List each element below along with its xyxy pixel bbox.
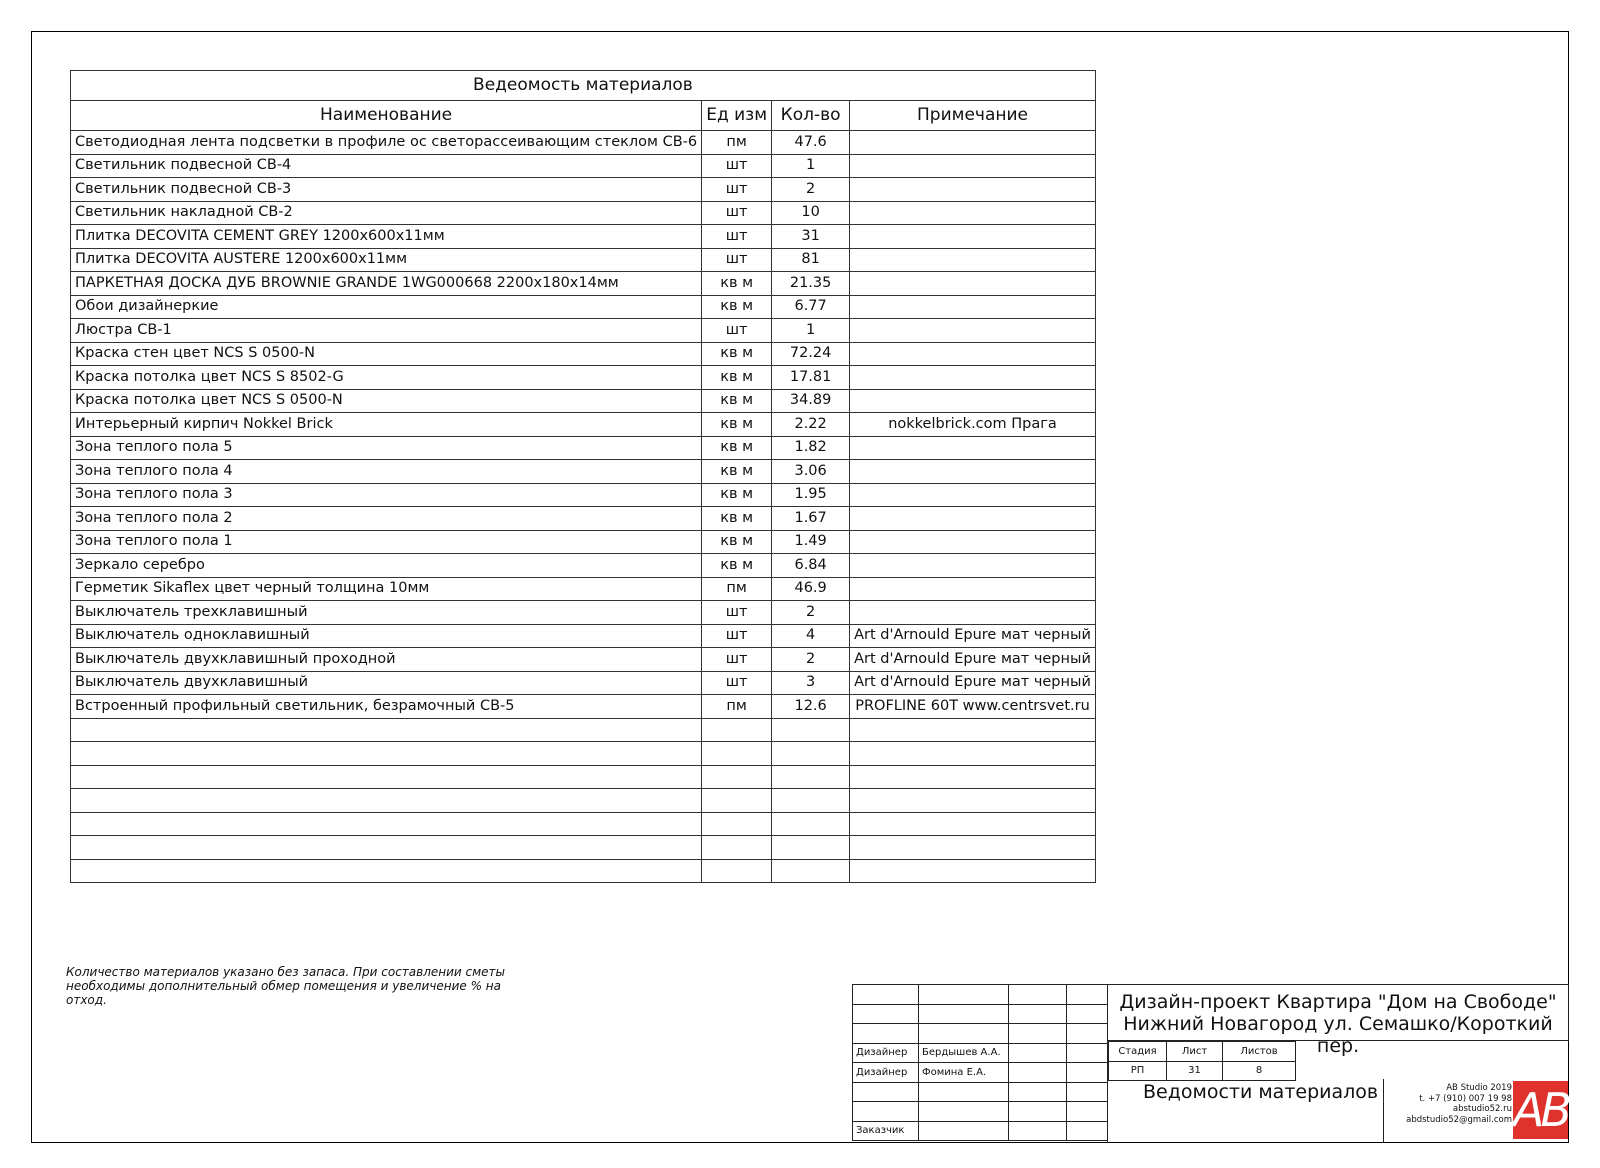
remark [850, 812, 1096, 836]
remark [850, 248, 1096, 272]
quantity: 21.35 [772, 272, 850, 296]
signature-role [853, 1102, 919, 1122]
remark [850, 742, 1096, 766]
table-row [71, 319, 1096, 343]
table-row [71, 413, 1096, 437]
materials-table [70, 70, 1096, 883]
studio-line: abstudio52.ru [1452, 1104, 1512, 1114]
quantity: 1 [772, 319, 850, 343]
sheet-meta [1108, 1041, 1296, 1081]
unit [702, 859, 772, 883]
table-row [71, 483, 1096, 507]
item-name: Светильник подвесной СВ-4 [71, 154, 702, 178]
remark [850, 154, 1096, 178]
table-row [71, 577, 1096, 601]
quantity: 1.95 [772, 483, 850, 507]
quantity [772, 812, 850, 836]
remark [850, 131, 1096, 155]
signature-row [853, 1102, 1108, 1122]
quantity: 1 [772, 154, 850, 178]
remark [850, 836, 1096, 860]
signature-blank [1009, 1082, 1067, 1102]
item-name [71, 812, 702, 836]
table-row [71, 765, 1096, 789]
unit: шт [702, 601, 772, 625]
studio-line: abdstudio52@gmail.com [1406, 1114, 1512, 1125]
table-row [71, 295, 1096, 319]
quantity [772, 718, 850, 742]
item-name: Зона теплого пола 4 [71, 460, 702, 484]
unit: шт [702, 319, 772, 343]
studio-line: AB Studio 2019 [1446, 1083, 1512, 1093]
signature-row [853, 1043, 1108, 1063]
item-name: Люстра СВ-1 [71, 319, 702, 343]
signature-blank [1067, 985, 1108, 1005]
unit: пм [702, 577, 772, 601]
signature-name [919, 1121, 1009, 1141]
quantity: 2 [772, 601, 850, 625]
quantity: 17.81 [772, 366, 850, 390]
unit [702, 789, 772, 813]
item-name: Зона теплого пола 2 [71, 507, 702, 531]
item-name [71, 859, 702, 883]
table-row [71, 201, 1096, 225]
title-block [852, 984, 1569, 1143]
remark [850, 507, 1096, 531]
item-name: Встроенный профильный светильник, безрамочный СВ-5 [71, 695, 702, 719]
signature-blank [1067, 1102, 1108, 1122]
unit: шт [702, 671, 772, 695]
unit: кв м [702, 272, 772, 296]
signature-name [919, 1082, 1009, 1102]
signature-role [853, 1024, 919, 1044]
quantity [772, 836, 850, 860]
remark [850, 859, 1096, 883]
unit: кв м [702, 366, 772, 390]
unit: кв м [702, 460, 772, 484]
sheet-name: Ведомости материалов [1143, 1081, 1379, 1103]
item-name: Светодиодная лента подсветки в профиле ос светорассеивающим стеклом СВ-6 [71, 131, 702, 155]
remark [850, 577, 1096, 601]
signature-row [853, 985, 1108, 1005]
remark [850, 554, 1096, 578]
signature-name [919, 1024, 1009, 1044]
table-row [71, 366, 1096, 390]
signature-table [852, 984, 1108, 1141]
remark [850, 295, 1096, 319]
signature-blank [1067, 1004, 1108, 1024]
unit: шт [702, 225, 772, 249]
unit: кв м [702, 554, 772, 578]
remark: Art d'Arnould Epure мат черный [850, 624, 1096, 648]
item-name: Зона теплого пола 3 [71, 483, 702, 507]
item-name [71, 789, 702, 813]
item-name [71, 742, 702, 766]
remark [850, 225, 1096, 249]
remark [850, 436, 1096, 460]
signature-role [853, 1082, 919, 1102]
remark: PROFLINE 60T www.centrsvet.ru [850, 695, 1096, 719]
quantity: 47.6 [772, 131, 850, 155]
quantity [772, 742, 850, 766]
quantity [772, 789, 850, 813]
meta-label: Листов [1223, 1042, 1296, 1062]
quantity: 46.9 [772, 577, 850, 601]
signature-blank [1067, 1082, 1108, 1102]
quantity: 72.24 [772, 342, 850, 366]
signature-blank [1067, 1121, 1108, 1141]
remark [850, 366, 1096, 390]
item-name [71, 765, 702, 789]
remark [850, 201, 1096, 225]
unit: пм [702, 131, 772, 155]
signature-row [853, 1063, 1108, 1083]
meta-value: РП [1109, 1061, 1167, 1081]
table-row [71, 789, 1096, 813]
unit: кв м [702, 389, 772, 413]
signature-row [853, 1082, 1108, 1102]
signature-role: Дизайнер [853, 1043, 919, 1063]
signature-blank [1067, 1063, 1108, 1083]
remark [850, 718, 1096, 742]
table-row [71, 859, 1096, 883]
remark [850, 319, 1096, 343]
signature-row [853, 1004, 1108, 1024]
item-name: Зеркало серебро [71, 554, 702, 578]
signature-name [919, 1102, 1009, 1122]
quantity [772, 765, 850, 789]
unit: кв м [702, 507, 772, 531]
signature-role [853, 1004, 919, 1024]
column-header: Примечание [850, 101, 1096, 131]
table-row [71, 342, 1096, 366]
item-name: Плитка DECOVITA CEMENT GREY 1200х600х11мм [71, 225, 702, 249]
remark [850, 460, 1096, 484]
quantity: 10 [772, 201, 850, 225]
item-name: Плитка DECOVITA AUSTERE 1200х600х11мм [71, 248, 702, 272]
quantity: 4 [772, 624, 850, 648]
column-header: Наименование [71, 101, 702, 131]
remark [850, 601, 1096, 625]
remark [850, 389, 1096, 413]
signature-blank [1009, 1043, 1067, 1063]
signature-blank [1009, 1102, 1067, 1122]
item-name [71, 836, 702, 860]
table-row [71, 695, 1096, 719]
quantity: 1.82 [772, 436, 850, 460]
table-row [71, 507, 1096, 531]
signature-role: Дизайнер [853, 1063, 919, 1083]
title-block-bottom [1107, 1041, 1569, 1143]
item-name: Выключатель одноклавишный [71, 624, 702, 648]
table-row [71, 671, 1096, 695]
signature-role [853, 985, 919, 1005]
table-row [71, 154, 1096, 178]
item-name: Интерьерный кирпич Nokkel Brick [71, 413, 702, 437]
remark: nokkelbrick.com Прага [850, 413, 1096, 437]
remark [850, 765, 1096, 789]
unit [702, 718, 772, 742]
item-name: Обои дизайнеркие [71, 295, 702, 319]
table-row [71, 648, 1096, 672]
quantity: 2 [772, 178, 850, 202]
quantity: 1.49 [772, 530, 850, 554]
remark: Art d'Arnould Epure мат черный [850, 648, 1096, 672]
quantity: 81 [772, 248, 850, 272]
quantity-note: Количество материалов указано без запаса. При составлении сметы необходимы дополнительный обмер помещения и увеличение % на отход. [66, 965, 506, 1007]
unit: кв м [702, 436, 772, 460]
unit: шт [702, 648, 772, 672]
meta-value: 8 [1223, 1061, 1296, 1081]
unit: шт [702, 201, 772, 225]
signature-name [919, 985, 1009, 1005]
item-name: Выключатель двухклавишный [71, 671, 702, 695]
item-name: Выключатель двухклавишный проходной [71, 648, 702, 672]
quantity: 1.67 [772, 507, 850, 531]
signature-blank [1009, 1004, 1067, 1024]
table-row [71, 554, 1096, 578]
studio-contacts [1406, 1083, 1512, 1125]
unit: кв м [702, 530, 772, 554]
meta-label: Стадия [1109, 1042, 1167, 1062]
table-row [71, 601, 1096, 625]
table-row [71, 530, 1096, 554]
table-title: Ведеомость материалов [71, 71, 1096, 101]
table-row [71, 742, 1096, 766]
signature-blank [1009, 1121, 1067, 1141]
quantity: 3 [772, 671, 850, 695]
table-row [71, 178, 1096, 202]
signature-row [853, 1024, 1108, 1044]
remark [850, 342, 1096, 366]
table-row [71, 272, 1096, 296]
remark [850, 789, 1096, 813]
item-name: Краска потолка цвет NCS S 8502-G [71, 366, 702, 390]
item-name: Герметик Sikaflex цвет черный толщина 10мм [71, 577, 702, 601]
unit [702, 812, 772, 836]
unit: шт [702, 248, 772, 272]
remark [850, 178, 1096, 202]
signature-row [853, 1121, 1108, 1141]
unit: шт [702, 624, 772, 648]
quantity: 12.6 [772, 695, 850, 719]
signature-blank [1009, 985, 1067, 1005]
quantity [772, 859, 850, 883]
table-row [71, 436, 1096, 460]
unit: кв м [702, 483, 772, 507]
unit: шт [702, 154, 772, 178]
item-name: Зона теплого пола 1 [71, 530, 702, 554]
item-name: ПАРКЕТНАЯ ДОСКА ДУБ BROWNIE GRANDE 1WG000668 2200х180х14мм [71, 272, 702, 296]
quantity: 2 [772, 648, 850, 672]
item-name: Выключатель трехклавишный [71, 601, 702, 625]
unit: кв м [702, 413, 772, 437]
unit: шт [702, 178, 772, 202]
signature-blank [1067, 1024, 1108, 1044]
quantity: 34.89 [772, 389, 850, 413]
signature-blank [1009, 1024, 1067, 1044]
signature-name [919, 1004, 1009, 1024]
meta-value: 31 [1167, 1061, 1223, 1081]
item-name: Краска потолка цвет NCS S 0500-N [71, 389, 702, 413]
signature-role: Заказчик [853, 1121, 919, 1141]
table-row [71, 624, 1096, 648]
table-row [71, 225, 1096, 249]
item-name: Зона теплого пола 5 [71, 436, 702, 460]
table-row [71, 389, 1096, 413]
quantity: 2.22 [772, 413, 850, 437]
signature-name: Бердышев А.А. [919, 1043, 1009, 1063]
quantity: 3.06 [772, 460, 850, 484]
item-name: Светильник накладной СВ-2 [71, 201, 702, 225]
unit [702, 742, 772, 766]
table-row [71, 248, 1096, 272]
meta-label: Лист [1167, 1042, 1223, 1062]
project-title: Дизайн-проект Квартира "Дом на Свободе" Нижний Новагород ул. Семашко/Короткий пер. [1107, 984, 1569, 1041]
unit [702, 836, 772, 860]
remark [850, 272, 1096, 296]
item-name: Краска стен цвет NCS S 0500-N [71, 342, 702, 366]
table-row [71, 131, 1096, 155]
item-name: Светильник подвесной СВ-3 [71, 178, 702, 202]
signature-blank [1009, 1063, 1067, 1083]
quantity: 6.77 [772, 295, 850, 319]
unit: пм [702, 695, 772, 719]
table-row [71, 718, 1096, 742]
unit [702, 765, 772, 789]
studio-logo: AB [1513, 1083, 1569, 1137]
quantity: 31 [772, 225, 850, 249]
table-row [71, 812, 1096, 836]
unit: кв м [702, 295, 772, 319]
quantity: 6.84 [772, 554, 850, 578]
remark [850, 530, 1096, 554]
unit: кв м [702, 342, 772, 366]
table-row [71, 460, 1096, 484]
studio-info [1383, 1079, 1570, 1143]
remark [850, 483, 1096, 507]
signature-name: Фомина Е.А. [919, 1063, 1009, 1083]
studio-line: t. +7 (910) 007 19 98 [1419, 1093, 1512, 1104]
item-name [71, 718, 702, 742]
signature-blank [1067, 1043, 1108, 1063]
table-row [71, 836, 1096, 860]
column-header: Ед изм [702, 101, 772, 131]
column-header: Кол-во [772, 101, 850, 131]
remark: Art d'Arnould Epure мат черный [850, 671, 1096, 695]
